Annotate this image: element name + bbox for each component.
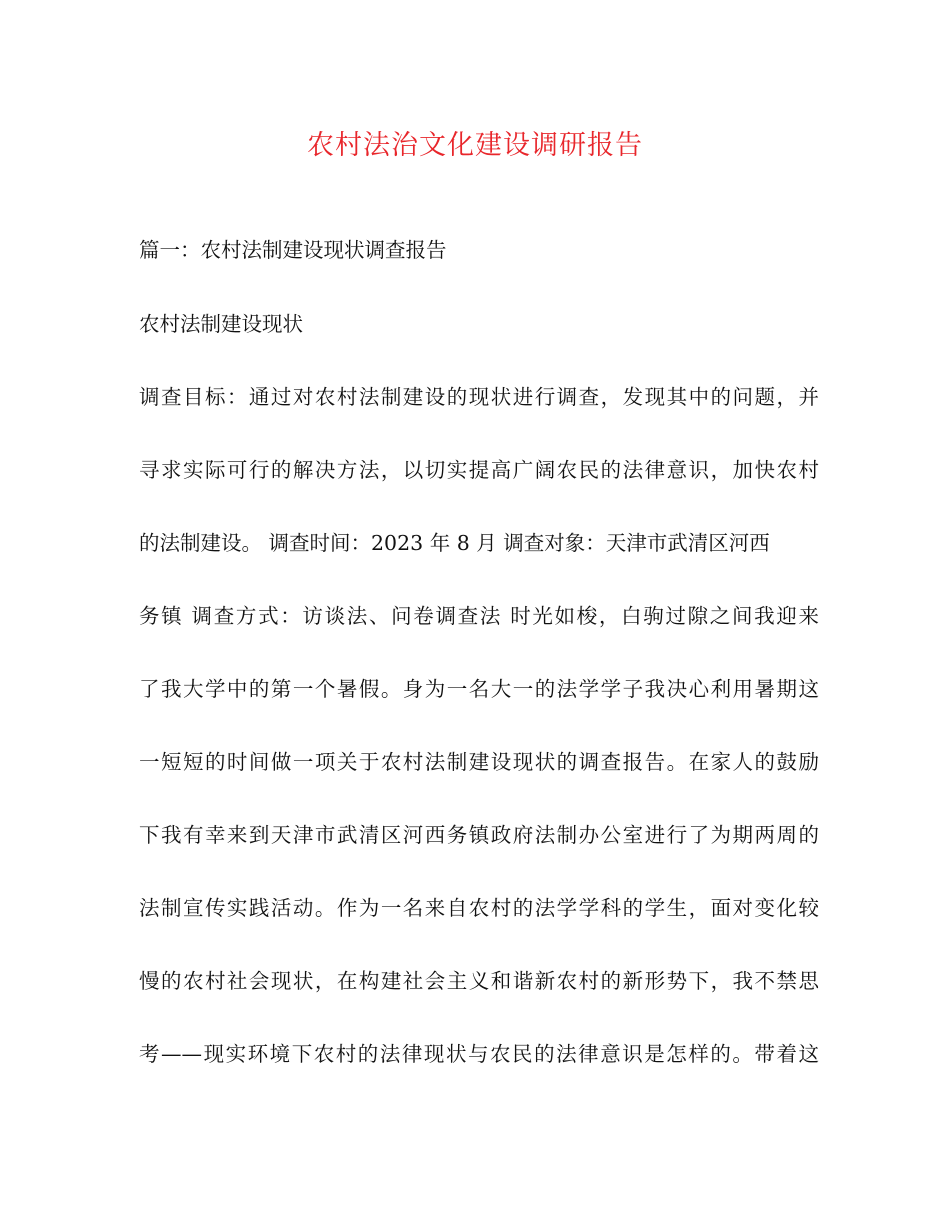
- body-line-2: 寻求实际可行的解决方法，以切实提高广阔农民的法律意识，加快农村: [139, 458, 819, 482]
- body-line-4: 务镇 调查方式：访谈法、问卷调查法 时光如梭，白驹过隙之间我迎来: [139, 604, 819, 628]
- body-line-9: 慢的农村社会现状，在构建社会主义和谐新农村的新形势下，我不禁思: [139, 969, 819, 993]
- section-heading: 篇一：农村法制建设现状调查报告: [139, 238, 447, 262]
- body-line-5: 了我大学中的第一个暑假。身为一名大一的法学学子我决心利用暑期这: [139, 677, 819, 701]
- body-line-1: 调查目标：通过对农村法制建设的现状进行调查，发现其中的问题，并: [139, 385, 819, 409]
- body-line-3: 的法制建设。 调查时间：2023 年 8 月 调查对象：天津市武清区河西: [139, 531, 770, 555]
- document-title: 农村法治文化建设调研报告: [307, 130, 643, 161]
- subheading: 农村法制建设现状: [139, 312, 303, 336]
- body-line-10: 考——现实环境下农村的法律现状与农民的法律意识是怎样的。带着这: [139, 1042, 819, 1066]
- body-line-8: 法制宣传实践活动。作为一名来自农村的法学学科的学生，面对变化较: [139, 896, 819, 920]
- body-line-6: 一短短的时间做一项关于农村法制建设现状的调查报告。在家人的鼓励: [139, 750, 819, 774]
- body-line-7: 下我有幸来到天津市武清区河西务镇政府法制办公室进行了为期两周的: [139, 823, 819, 847]
